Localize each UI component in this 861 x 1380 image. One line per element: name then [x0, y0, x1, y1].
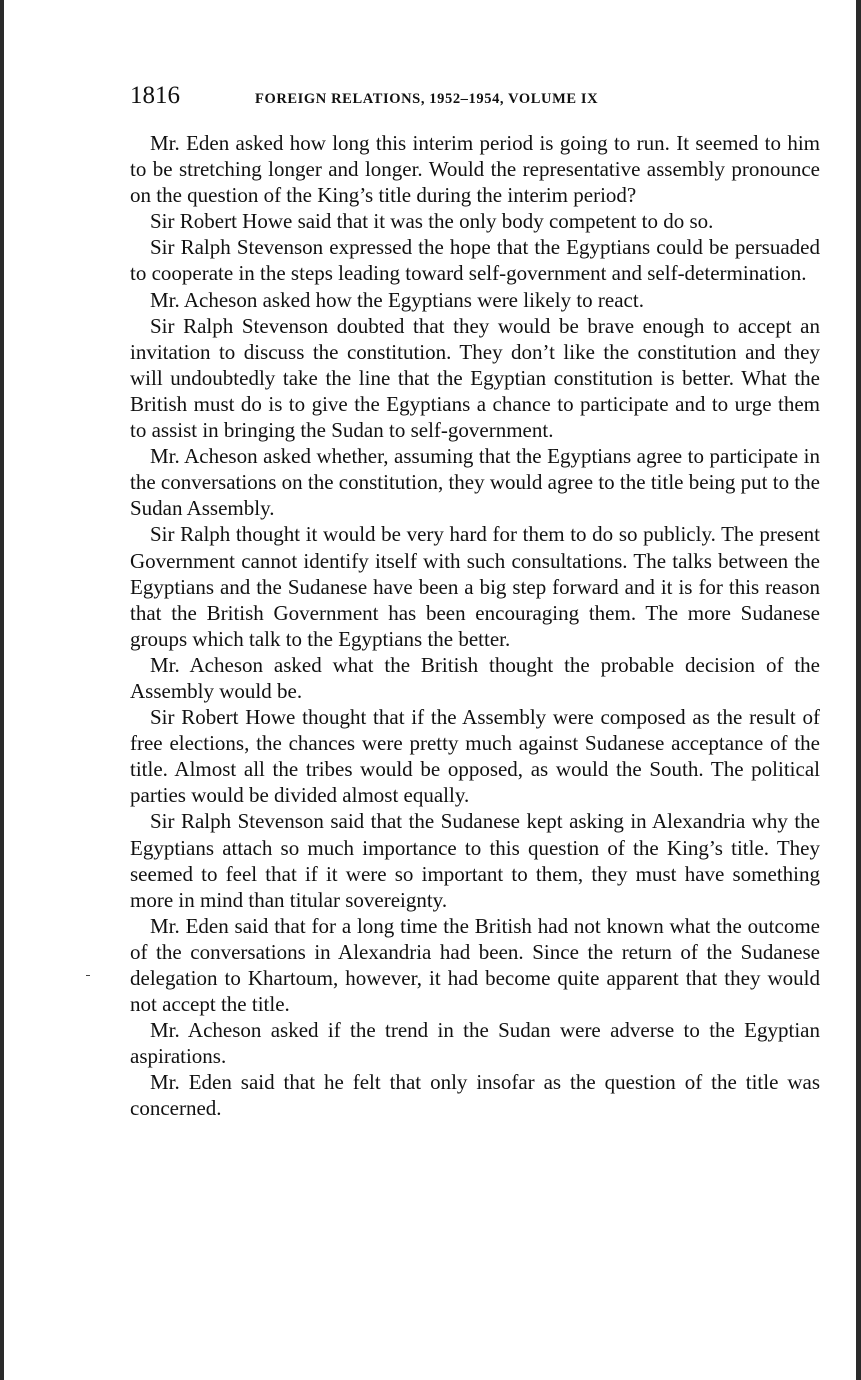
scan-speck: [86, 975, 90, 976]
page-header: [130, 82, 820, 122]
paragraph: Mr. Eden said that he felt that only insofar as the question of the title was concerned.: [130, 1070, 820, 1121]
paragraph: Mr. Acheson asked if the trend in the Sudan were adverse to the Egyptian aspirations.: [130, 1018, 820, 1069]
paragraph: Sir Ralph Stevenson doubted that they would be brave enough to accept an invitation to discuss the constitution. They don’t like the constitution and they will undoubtedly take the line that the Egyptian constitution is better. What the British must do is to give the Egyptians a chance to participate and to urge them to assist in bringing the Sudan to self-government.: [130, 313, 820, 443]
paragraph: Sir Ralph thought it would be very hard for them to do so publicly. The present Government cannot identify itself with such consultations. The talks between the Egyptians and the Sudanese have been a big step forward and it is for this reason that the British Government has been encouraging them. The more Sudanese groups which talk to the Egyptians the better.: [130, 522, 820, 651]
scan-border-left: [0, 0, 4, 1380]
paragraph: Mr. Acheson asked whether, assuming that the Egyptians agree to participate in the conversations on the constitution, they would agree to the title being put to the Sudan Assembly.: [130, 444, 820, 521]
body-text: [130, 130, 820, 1122]
document-page: [130, 82, 820, 1122]
paragraph: Mr. Acheson asked what the British thought the probable decision of the Assembly would be.: [130, 652, 820, 703]
scan-border-right: [856, 0, 861, 1380]
paragraph: Mr. Eden said that for a long time the British had not known what the outcome of the conversations in Alexandria had been. Since the return of the Sudanese delegation to Khartoum, however, it had become quite apparent that they would not accept the title.: [130, 913, 820, 1017]
paragraph: Mr. Eden asked how long this interim period is going to run. It seemed to him to be stretching longer and longer. Would the representative assembly pronounce on the question of the King’s title during the interim period?: [130, 131, 820, 208]
paragraph: Sir Robert Howe thought that if the Assembly were composed as the result of free elections, the chances were pretty much against Sudanese acceptance of the title. Almost all the tribes would be opposed, as would the South. The political parties would be divided almost equally.: [130, 705, 820, 808]
paragraph: Sir Ralph Stevenson said that the Sudanese kept asking in Alexandria why the Egyptians attach so much importance to this question of the King’s title. They seemed to feel that if it were so important to them, they must have something more in mind than titular sovereignty.: [130, 809, 820, 912]
paragraph: Sir Ralph Stevenson expressed the hope that the Egyptians could be persuaded to cooperate in the steps leading toward self-government and self-determination.: [130, 235, 820, 286]
page-number: 1816: [130, 82, 180, 109]
running-head: FOREIGN RELATIONS, 1952–1954, VOLUME IX: [255, 91, 599, 107]
paragraph: Sir Robert Howe said that it was the only body competent to do so.: [150, 209, 714, 234]
paragraph: Mr. Acheson asked how the Egyptians were likely to react.: [150, 287, 644, 312]
